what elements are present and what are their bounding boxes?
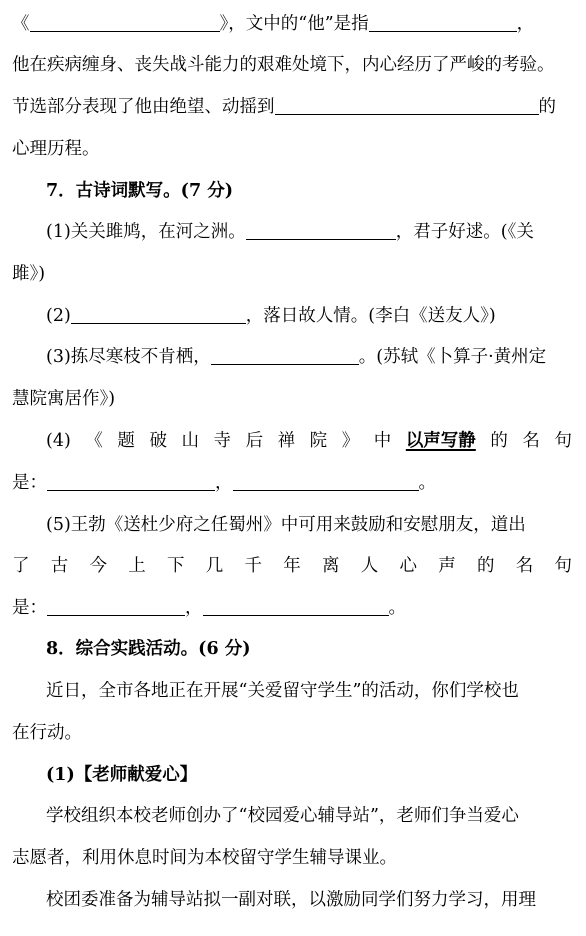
answer-blank-7-3[interactable] [211, 346, 359, 365]
intro-text: 节选部分表现了他由绝望、动摇到 [12, 97, 275, 117]
char: 人 [360, 556, 379, 576]
intro-text: 》，文中的“他”是指 [219, 14, 369, 34]
q8-subheading-1: (1)【老师献爱心】 [46, 765, 198, 785]
char: 几 [205, 556, 224, 576]
answer-blank-7-4a[interactable] [47, 472, 215, 491]
char: 《 [85, 431, 103, 451]
q7-item-1 [46, 220, 572, 244]
poem-text: ，君子好逑。(《关 [395, 222, 534, 242]
book-open-bracket: 《 [12, 14, 30, 34]
char: 题 [117, 431, 135, 451]
answer-blank-7-5b[interactable] [203, 597, 389, 616]
q7-item-3-cont: 慧院寓居作》) [12, 389, 116, 409]
char: 句 [554, 556, 572, 576]
char: 名 [515, 556, 534, 576]
char: 》 [341, 431, 360, 451]
answer-blank-he-refers-to[interactable] [369, 13, 517, 32]
comma: ， [516, 14, 535, 34]
intro-line-3 [12, 95, 572, 119]
q8-paragraph-3: 校团委准备为辅导站拟一副对联，以激励同学们努力学习，用理 [46, 890, 536, 910]
poem-text: 。(苏轼《卜算子·黄州定 [358, 347, 547, 367]
char: 寺 [213, 431, 232, 451]
char: 今 [89, 556, 107, 576]
q8-paragraph-1: 近日，全市各地正在开展“关爱留守学生”的活动，你们学校也 [46, 681, 519, 701]
comma: ， [185, 598, 203, 618]
poem-text: ，落日故人情。(李白《送友人》) [245, 306, 496, 326]
q7-item-5-cont [12, 554, 572, 578]
intro-text: 的 [538, 97, 556, 117]
char: 的 [490, 431, 508, 451]
char: 名 [522, 431, 540, 451]
q7-item-4-answers [12, 471, 572, 495]
emphasized-keyword: 以声写静 [405, 431, 476, 451]
item-number: (2) [46, 306, 71, 326]
q7-item-5-answers [12, 596, 572, 620]
q7-item-1-cont: 雎》) [12, 264, 46, 284]
char: 的 [477, 556, 495, 576]
char: 山 [181, 431, 199, 451]
intro-line-2: 他在疾病缠身、丧失战斗能力的艰难处境下，内心经历了严峻的考验。 [12, 55, 555, 75]
answer-prefix: 是： [12, 473, 47, 493]
q8-paragraph-1-cont: 在行动。 [12, 723, 82, 743]
char: 千 [244, 556, 262, 576]
char: 句 [554, 431, 572, 451]
intro-line-1 [12, 12, 572, 36]
q8-paragraph-2: 学校组织本校老师创办了“校园爱心辅导站”，老师们争当爱心 [46, 806, 519, 826]
period: 。 [418, 473, 436, 493]
char: 院 [309, 431, 328, 451]
answer-prefix: 是： [12, 598, 47, 618]
char: 心 [399, 556, 417, 576]
char: 中 [373, 431, 392, 451]
char: 声 [438, 556, 456, 576]
answer-blank-7-1[interactable] [246, 221, 396, 240]
char: 后 [245, 431, 264, 451]
q8-heading: 8．综合实践活动。(6 分) [46, 639, 251, 659]
poem-text: (1)关关雎鸠，在河之洲。 [46, 222, 246, 242]
answer-blank-7-2[interactable] [71, 305, 246, 324]
char: 离 [322, 556, 340, 576]
q7-item-5: (5)王勃《送杜少府之任蜀州》中可用来鼓励和安慰朋友，道出 [46, 515, 526, 535]
q7-heading: 7．古诗词默写。(7 分) [46, 181, 234, 201]
char: 年 [283, 556, 301, 576]
answer-blank-7-5a[interactable] [47, 597, 185, 616]
char: 了 [12, 556, 30, 576]
poem-text: (3)拣尽寒枝不肯栖， [46, 347, 211, 367]
char: 古 [50, 556, 69, 576]
answer-blank-mental-change[interactable] [275, 96, 539, 115]
q7-item-2 [46, 304, 572, 328]
q7-item-4 [46, 429, 572, 453]
comma: ， [215, 473, 233, 493]
item-number: (4) [46, 431, 71, 451]
char: 破 [149, 431, 167, 451]
answer-blank-book-title[interactable] [30, 13, 220, 32]
answer-blank-7-4b[interactable] [233, 472, 419, 491]
intro-line-4: 心理历程。 [12, 139, 100, 159]
char: 上 [128, 556, 146, 576]
q7-item-3 [46, 345, 572, 369]
q8-paragraph-2-cont: 志愿者，利用休息时间为本校留守学生辅导课业。 [12, 848, 397, 868]
char: 下 [167, 556, 185, 576]
period: 。 [388, 598, 406, 618]
char: 禅 [277, 431, 296, 451]
